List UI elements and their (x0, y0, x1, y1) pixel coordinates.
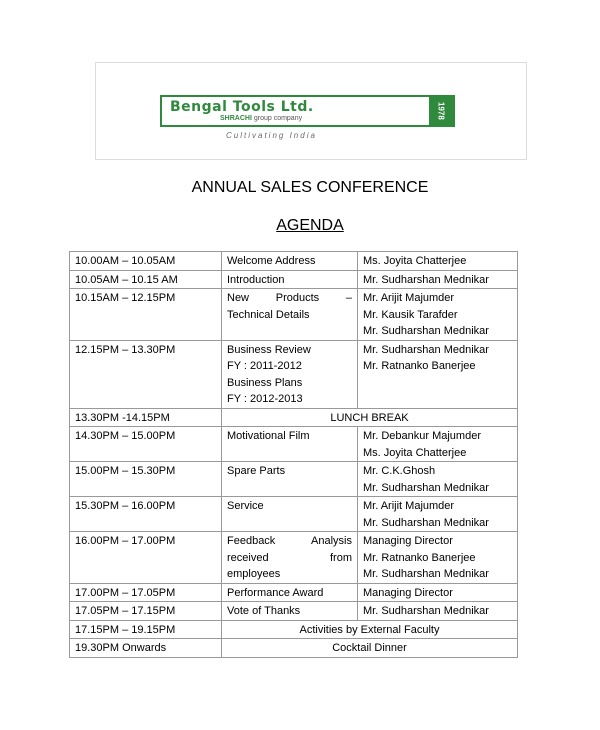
time-cell: 19.30PM Onwards (70, 639, 222, 658)
agenda-row (70, 532, 518, 584)
activity-cell (222, 289, 358, 341)
person-name: Managing Director (363, 586, 453, 599)
activity-cell (222, 427, 358, 462)
session-cell: Cocktail Dinner (222, 639, 518, 658)
person-cell (358, 462, 518, 497)
agenda-row (70, 639, 518, 658)
person-name: Mr. Arijit Majumder (363, 500, 455, 512)
person-name: Mr. Kausik Tarafder (363, 308, 458, 321)
logo-frame (95, 62, 527, 160)
activity-line: Service (227, 500, 264, 512)
person-name: Ms. Joyita Chatterjee (363, 255, 467, 267)
activity-cell (222, 583, 358, 602)
person-name: Mr. Sudharshan Mednikar (363, 516, 489, 529)
activity-line: Vote of Thanks (227, 605, 301, 617)
person-cell (358, 583, 518, 602)
company-logo (160, 95, 455, 127)
time-cell: 17.15PM – 19.15PM (70, 620, 222, 639)
person-name: Mr. Arijit Majumder (363, 292, 455, 304)
agenda-row (70, 289, 518, 341)
person-name: Mr. Sudharshan Mednikar (363, 568, 489, 580)
logo-company-name: Bengal Tools Ltd. (170, 98, 314, 115)
person-cell (358, 427, 518, 462)
activity-line: received from (227, 551, 352, 564)
person-name: Mr. Sudharshan Mednikar (363, 273, 489, 286)
time-cell: 13.30PM -14.15PM (70, 408, 222, 427)
person-name: Managing Director (363, 535, 453, 547)
logo-side-label: 1978 (429, 97, 453, 125)
session-cell: Activities by External Faculty (222, 620, 518, 639)
logo-tagline: Cultivating India (226, 131, 317, 140)
session-cell: LUNCH BREAK (222, 408, 518, 427)
activity-cell (222, 340, 358, 408)
agenda-row (70, 408, 518, 427)
agenda-table (69, 251, 518, 658)
activity-line: Spare Parts (227, 465, 286, 477)
activity-cell (222, 462, 358, 497)
person-cell (358, 289, 518, 341)
agenda-table-body (70, 252, 518, 658)
agenda-row (70, 270, 518, 289)
activity-line: Business Review (227, 343, 311, 356)
logo-group-brand: SHRACHI (220, 114, 252, 122)
person-name: Ms. Joyita Chatterjee (363, 446, 467, 459)
time-cell: 14.30PM – 15.00PM (70, 427, 222, 462)
agenda-row (70, 497, 518, 532)
time-cell: 10.15AM – 12.15PM (70, 289, 222, 341)
activity-line: New Products – (227, 292, 352, 304)
activity-cell (222, 270, 358, 289)
time-cell: 17.00PM – 17.05PM (70, 583, 222, 602)
activity-line: Technical Details (227, 308, 310, 321)
agenda-heading: AGENDA (276, 217, 344, 234)
person-cell (358, 270, 518, 289)
person-name: Mr. Sudharshan Mednikar (363, 481, 489, 494)
activity-cell (222, 602, 358, 621)
person-cell (358, 602, 518, 621)
person-name: Mr. Debankur Majumder (363, 430, 481, 442)
person-cell (358, 532, 518, 584)
time-cell: 10.00AM – 10.05AM (70, 252, 222, 271)
activity-line: Business Plans (227, 376, 303, 389)
logo-group-suffix: group company (253, 114, 303, 122)
person-cell (358, 340, 518, 408)
activity-line: Introduction (227, 273, 285, 286)
time-cell: 17.05PM – 17.15PM (70, 602, 222, 621)
logo-group-line (170, 115, 429, 123)
time-cell: 15.30PM – 16.00PM (70, 497, 222, 532)
time-cell: 16.00PM – 17.00PM (70, 532, 222, 584)
time-cell: 10.05AM – 10.15 AM (70, 270, 222, 289)
activity-cell (222, 532, 358, 584)
agenda-row (70, 462, 518, 497)
activity-line: FY : 2011-2012 (227, 360, 302, 372)
agenda-row (70, 620, 518, 639)
activity-line: Performance Award (227, 586, 324, 599)
time-cell: 15.00PM – 15.30PM (70, 462, 222, 497)
person-cell (358, 252, 518, 271)
activity-line: employees (227, 568, 281, 580)
activity-cell (222, 252, 358, 271)
activity-line: FY : 2012-2013 (227, 393, 303, 405)
person-cell (358, 497, 518, 532)
time-cell: 12.15PM – 13.30PM (70, 340, 222, 408)
activity-cell (222, 497, 358, 532)
conference-title: ANNUAL SALES CONFERENCE (191, 179, 429, 196)
person-name: Mr. C.K.Ghosh (363, 465, 436, 477)
agenda-row (70, 602, 518, 621)
activity-line: Motivational Film (227, 430, 310, 442)
agenda-row (70, 583, 518, 602)
activity-line: Feedback Analysis (227, 535, 352, 547)
person-name: Mr. Sudharshan Mednikar (363, 325, 489, 337)
agenda-row (70, 340, 518, 408)
person-name: Mr. Sudharshan Mednikar (363, 343, 489, 356)
agenda-row (70, 252, 518, 271)
agenda-row (70, 427, 518, 462)
person-name: Mr. Ratnanko Banerjee (363, 551, 476, 564)
person-name: Mr. Sudharshan Mednikar (363, 605, 489, 617)
person-name: Mr. Ratnanko Banerjee (363, 360, 476, 372)
activity-line: Welcome Address (227, 255, 316, 267)
